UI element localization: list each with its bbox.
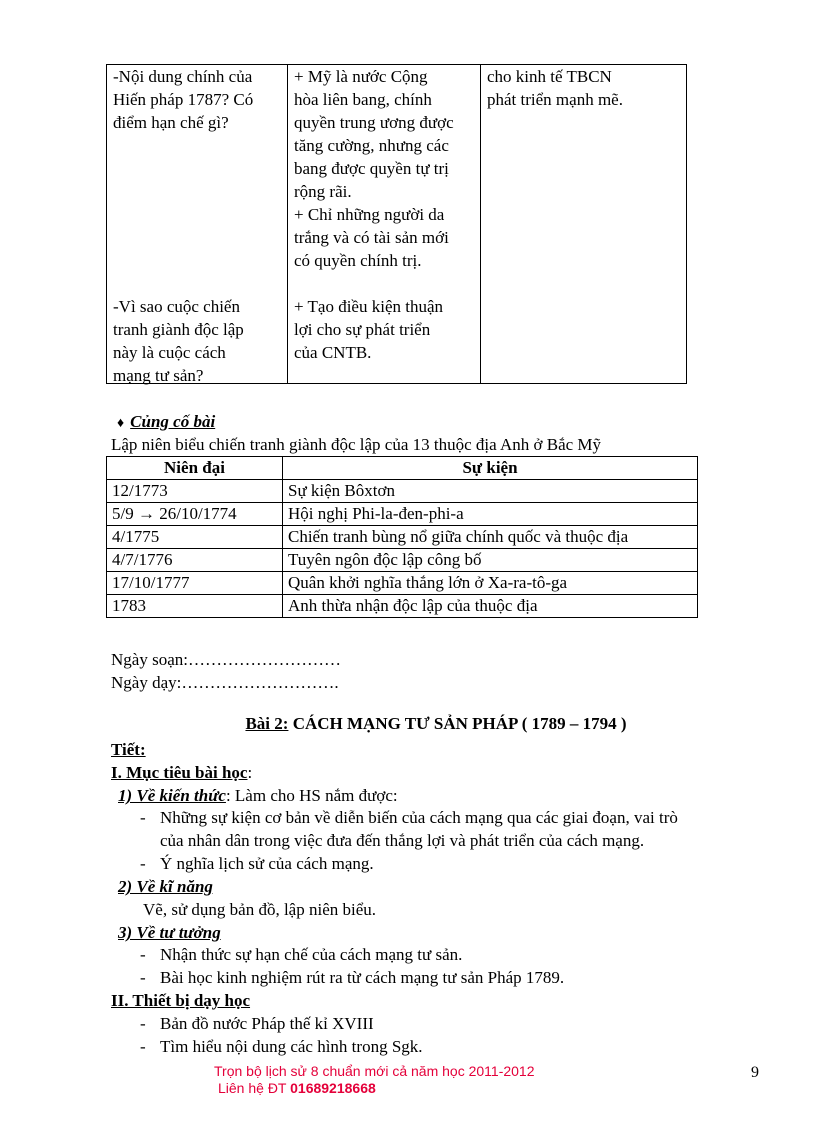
answer-2: + Tạo điều kiện thuận lợi cho sự phát triển của CNTB.	[294, 297, 444, 362]
note-1: cho kinh tế TBCN phát triển mạnh mẽ.	[487, 67, 623, 109]
footer-phone: 01689218668	[290, 1080, 376, 1096]
row-event: Chiến tranh bùng nổ giữa chính quốc và thuộc địa	[283, 526, 698, 549]
row-date: 17/10/1777	[107, 572, 283, 595]
skills-heading: 2) Về kĩ năng	[118, 877, 213, 896]
row-date: 5/9 → 26/10/1774	[107, 503, 283, 526]
page-number: 9	[751, 1064, 759, 1081]
row-event: Anh thừa nhận độc lập của thuộc địa	[283, 595, 698, 618]
header-date: Niên đại	[107, 457, 283, 480]
attitude-heading: 3) Về tư tưởng	[118, 923, 221, 942]
row-date: 4/7/1776	[107, 549, 283, 572]
list-item: - Tìm hiểu nội dung các hình trong Sgk.	[140, 1037, 423, 1056]
equipment-heading: II. Thiết bị dạy học	[111, 991, 251, 1010]
lesson-period: Tiết:	[111, 740, 146, 759]
consolidation-heading: ♦ Củng cố bài	[117, 412, 216, 431]
table-row	[107, 549, 698, 572]
question-1: -Nội dung chính của Hiến pháp 1787? Có điểm hạn chế gì?	[113, 67, 254, 132]
answer-cell	[288, 65, 481, 384]
list-item: - Bản đồ nước Pháp thế kỉ XVIII	[140, 1014, 374, 1033]
table-header-row	[107, 457, 698, 480]
list-item: - Bài học kinh nghiệm rút ra từ cách mạng tư sản Pháp 1789.	[140, 968, 565, 987]
table-row	[107, 480, 698, 503]
row-date: 12/1773	[107, 480, 283, 503]
timeline-intro: Lập niên biểu chiến tranh giành độc lập của 13 thuộc địa Anh ở Bắc Mỹ	[111, 435, 602, 454]
table-row	[107, 65, 687, 384]
row-date: 4/1775	[107, 526, 283, 549]
table-row	[107, 595, 698, 618]
row-event: Sự kiện Bôxtơn	[283, 480, 698, 503]
objectives-heading: I. Mục tiêu bài học:	[111, 763, 253, 782]
list-item: - Ý nghĩa lịch sử của cách mạng.	[140, 854, 374, 873]
question-cell	[107, 65, 288, 384]
date-taught: Ngày dạy:……………………….	[111, 673, 339, 692]
diamond-bullet-icon: ♦	[117, 416, 125, 431]
table-row	[107, 503, 698, 526]
header-event: Sự kiện	[283, 457, 698, 480]
timeline-table	[106, 456, 698, 618]
footer-promo: Trọn bộ lịch sử 8 chuẩn mới cả năm học 2011-2012	[214, 1063, 535, 1079]
table-row	[107, 526, 698, 549]
answer-1: + Mỹ là nước Cộng hòa liên bang, chính quyền trung ương được tăng cường, nhưng các bang được quyền tự trị rộng rãi. + Chỉ những người da trắng và có tài sản mới có quyền chính trị.	[294, 67, 454, 270]
note-cell	[481, 65, 687, 384]
row-event: Hội nghị Phi-la-đen-phi-a	[283, 503, 698, 526]
table-row	[107, 572, 698, 595]
lesson-title: Bài 2: CÁCH MẠNG TƯ SẢN PHÁP ( 1789 – 1794 )	[245, 714, 627, 733]
row-event: Tuyên ngôn độc lập công bố	[283, 549, 698, 572]
date-prepared: Ngày soạn:………………………	[111, 650, 341, 669]
knowledge-heading: 1) Về kiến thức: Làm cho HS nắm được:	[118, 786, 398, 805]
list-item: - Những sự kiện cơ bản về diễn biến của cách mạng qua các giai đoạn, vai trò	[140, 808, 678, 827]
row-date: 1783	[107, 595, 283, 618]
skills-text: Vẽ, sử dụng bản đồ, lập niên biểu.	[143, 900, 377, 919]
question-2: -Vì sao cuộc chiến tranh giành độc lập này là cuộc cách mạng tư sản?	[113, 297, 244, 385]
footer-contact: Liên hệ ĐT 01689218668	[218, 1080, 376, 1096]
objectives-review-table	[106, 64, 687, 384]
row-event: Quân khởi nghĩa thắng lớn ở Xa-ra-tô-ga	[283, 572, 698, 595]
list-item-continued: của nhân dân trong việc đưa đến thắng lợi và phát triển của cách mạng.	[160, 831, 645, 850]
list-item: - Nhận thức sự hạn chế của cách mạng tư sản.	[140, 945, 463, 964]
